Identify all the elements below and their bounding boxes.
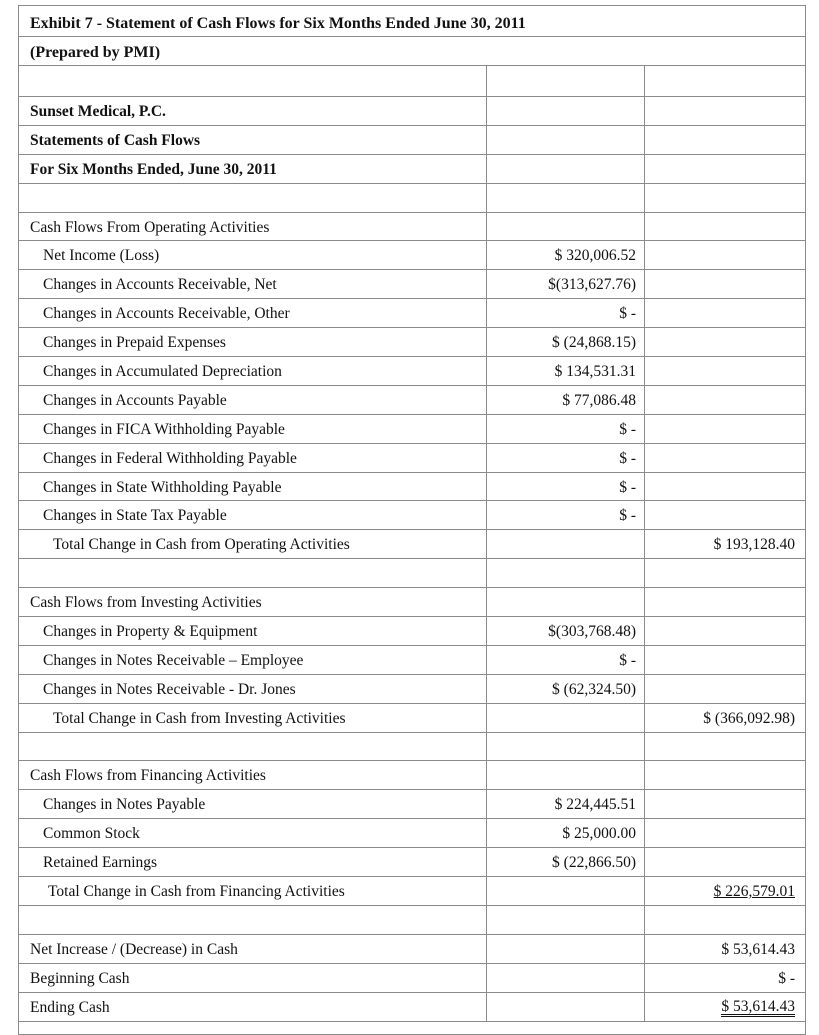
table-row xyxy=(19,877,805,906)
table-row xyxy=(19,328,805,357)
line-item-label: Changes in Notes Receivable – Employee xyxy=(43,651,304,669)
table-row xyxy=(19,761,805,790)
financing-heading: Cash Flows from Financing Activities xyxy=(30,767,266,785)
prepared-by-row xyxy=(19,37,805,66)
line-item-label: Retained Earnings xyxy=(43,854,158,872)
line-item-label: Changes in Notes Receivable - Dr. Jones xyxy=(43,680,296,698)
investing-total-amount: $ (366,092.98) xyxy=(703,709,795,727)
line-item-amount: $ (62,324.50) xyxy=(552,680,636,698)
line-item-amount: $ (22,866.50) xyxy=(552,854,636,872)
table-row xyxy=(19,733,805,762)
net-change-label: Net Increase / (Decrease) in Cash xyxy=(30,940,238,958)
prepared-by: (Prepared by PMI) xyxy=(30,44,161,61)
investing-heading: Cash Flows from Investing Activities xyxy=(30,594,262,612)
statement-table xyxy=(19,66,805,1022)
company-name: Sunset Medical, P.C. xyxy=(30,103,166,120)
line-item-amount: $ - xyxy=(619,651,636,669)
statement-name: Statements of Cash Flows xyxy=(30,131,201,149)
line-item-amount: $ - xyxy=(619,305,636,323)
table-row xyxy=(19,704,805,733)
table-row xyxy=(19,588,805,617)
line-item-label: Changes in Accounts Payable xyxy=(43,391,227,409)
line-item-label: Changes in Prepaid Expenses xyxy=(43,334,226,352)
line-item-amount: $ (24,868.15) xyxy=(552,334,636,352)
financing-total-amount: $ 226,579.01 xyxy=(713,883,795,901)
table-row xyxy=(19,66,805,97)
line-item-label: Changes in Accounts Receivable, Net xyxy=(43,276,277,294)
line-item-label: Common Stock xyxy=(43,825,140,843)
line-item-label: Changes in Property & Equipment xyxy=(43,623,258,641)
table-row xyxy=(19,357,805,386)
operating-total-amount: $ 193,128.40 xyxy=(713,536,795,554)
line-item-amount: $ 224,445.51 xyxy=(554,796,636,814)
line-item-amount: $ 77,086.48 xyxy=(562,391,636,409)
operating-heading: Cash Flows From Operating Activities xyxy=(30,218,270,236)
line-item-label: Changes in State Withholding Payable xyxy=(43,478,282,496)
line-item-label: Changes in Federal Withholding Payable xyxy=(43,449,297,467)
beginning-cash-amount: $ - xyxy=(778,969,795,987)
line-item-amount: $(303,768.48) xyxy=(548,623,636,641)
line-item-amount: $ - xyxy=(619,507,636,525)
table-row xyxy=(19,126,805,155)
cash-flow-exhibit xyxy=(18,5,806,1035)
table-row xyxy=(19,473,805,502)
line-item-label: Changes in FICA Withholding Payable xyxy=(43,420,285,438)
table-row xyxy=(19,270,805,299)
table-row xyxy=(19,819,805,848)
table-row xyxy=(19,993,805,1022)
operating-total-label: Total Change in Cash from Operating Activities xyxy=(53,536,350,554)
ending-cash-amount: $ 53,614.43 xyxy=(721,997,795,1015)
beginning-cash-label: Beginning Cash xyxy=(30,969,130,987)
table-row xyxy=(19,184,805,213)
table-row xyxy=(19,906,805,935)
table-row xyxy=(19,444,805,473)
investing-total-label: Total Change in Cash from Investing Activities xyxy=(53,709,346,727)
line-item-label: Net Income (Loss) xyxy=(43,247,160,265)
line-item-amount: $ - xyxy=(619,449,636,467)
table-row xyxy=(19,241,805,270)
net-change-amount: $ 53,614.43 xyxy=(721,940,795,958)
line-item-label: Changes in Accounts Receivable, Other xyxy=(43,305,290,323)
financing-total-label: Total Change in Cash from Financing Activities xyxy=(48,883,345,901)
line-item-amount: $ - xyxy=(619,478,636,496)
table-row xyxy=(19,790,805,819)
line-item-label: Changes in Accumulated Depreciation xyxy=(43,363,282,381)
table-row xyxy=(19,935,805,964)
table-row xyxy=(19,964,805,993)
table-row xyxy=(19,501,805,530)
line-item-amount: $ - xyxy=(619,420,636,438)
exhibit-title-row xyxy=(19,6,805,37)
exhibit-title: Exhibit 7 - Statement of Cash Flows for Six Months Ended June 30, 2011 xyxy=(30,15,526,32)
table-row xyxy=(19,675,805,704)
table-row xyxy=(19,213,805,242)
table-row xyxy=(19,97,805,126)
line-item-label: Changes in Notes Payable xyxy=(43,796,206,814)
table-row xyxy=(19,415,805,444)
table-row xyxy=(19,155,805,184)
table-row xyxy=(19,559,805,588)
table-row xyxy=(19,646,805,675)
table-row xyxy=(19,848,805,877)
table-row xyxy=(19,299,805,328)
table-row xyxy=(19,617,805,646)
line-item-amount: $ 25,000.00 xyxy=(562,825,636,843)
line-item-amount: $ 320,006.52 xyxy=(554,247,636,265)
line-item-amount: $(313,627.76) xyxy=(548,276,636,294)
statement-period: For Six Months Ended, June 30, 2011 xyxy=(30,160,277,178)
line-item-label: Changes in State Tax Payable xyxy=(43,507,227,525)
table-row xyxy=(19,386,805,415)
ending-cash-label: Ending Cash xyxy=(30,998,110,1016)
table-row xyxy=(19,530,805,559)
line-item-amount: $ 134,531.31 xyxy=(554,363,636,381)
